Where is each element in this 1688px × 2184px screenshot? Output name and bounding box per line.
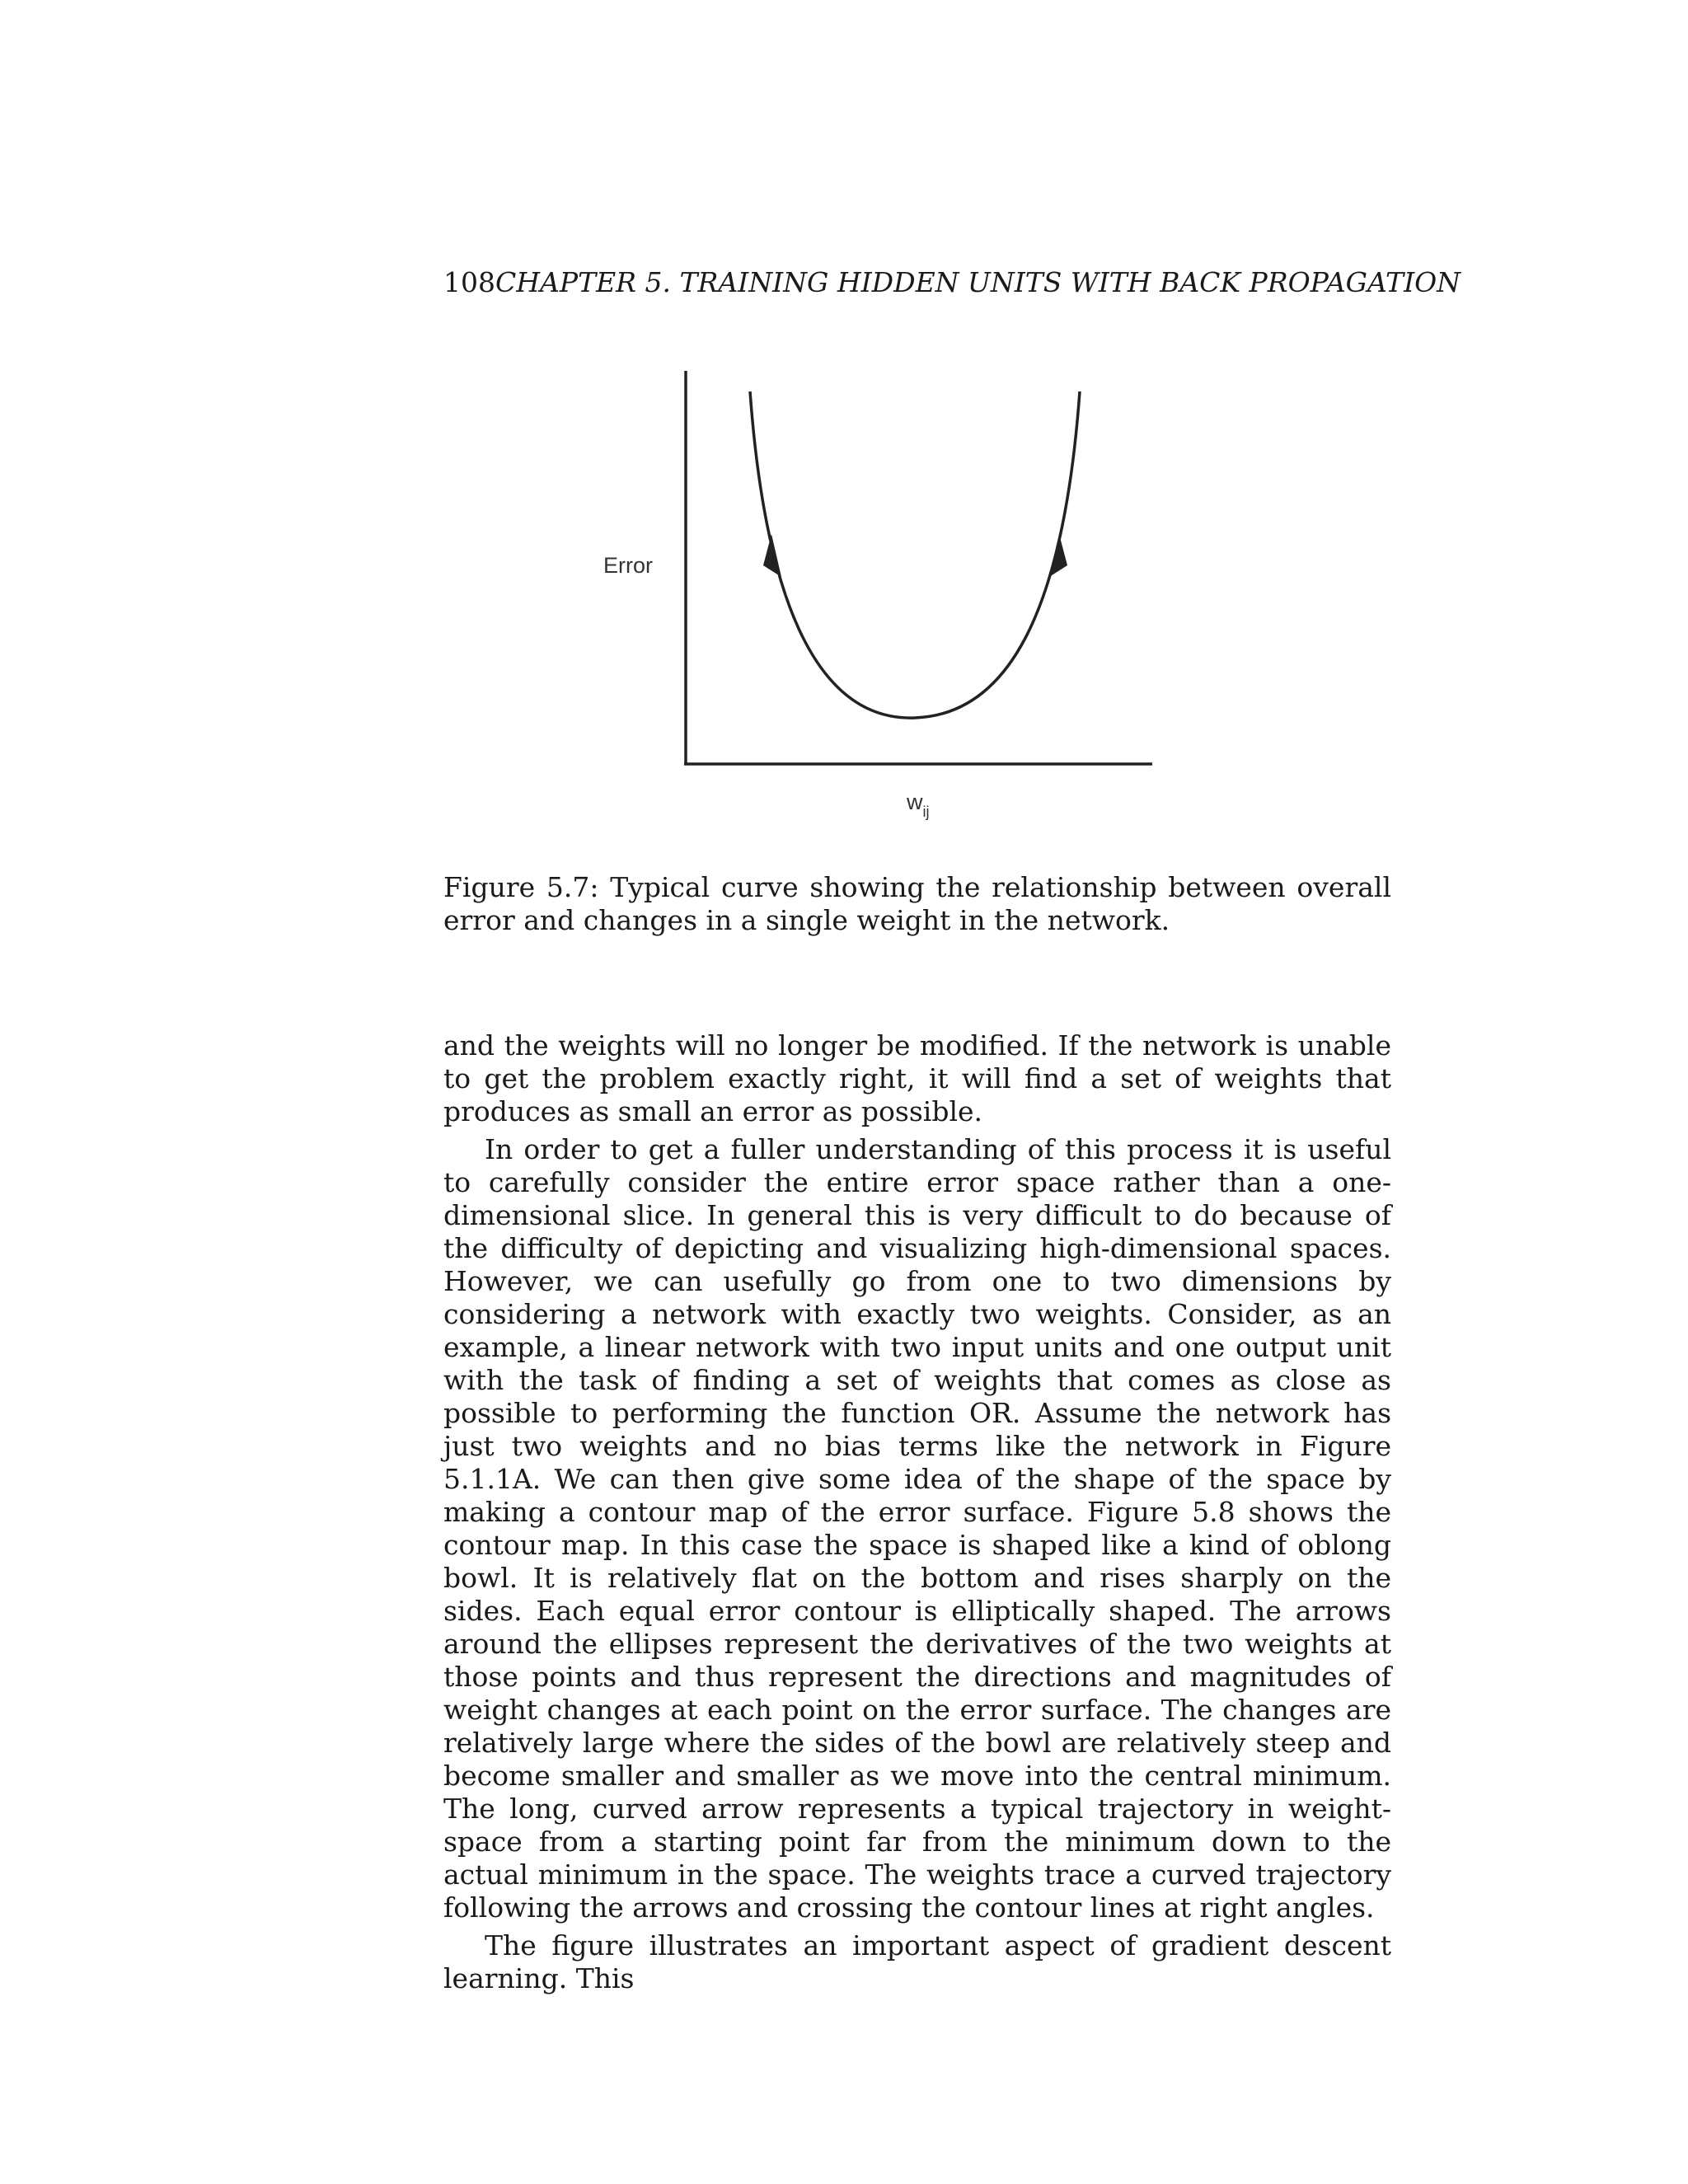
y-axis-label: Error [603,553,653,578]
chapter-title: CHAPTER 5. TRAINING HIDDEN UNITS WITH BACK PROPAGATION [495,266,1461,298]
figure-caption: Figure 5.7: Typical curve showing the relationship between overall error and changes in a single weight in the network. [443,871,1391,936]
paragraph-1: and the weights will no longer be modified. If the network is unable to get the problem exactly right, it will find a set of weights that produces as small an error as possible. [443,1029,1391,1127]
error-curve-plot [577,354,1203,841]
body-text [443,1029,1391,1995]
page-number: 108 [443,266,495,298]
x-axis-label-subscript: ij [922,804,930,820]
paragraph-2: In order to get a fuller understanding of this process it is useful to carefully consider the entire error space rather than a one-dimensional slice. In general this is very difficult to do because of the difficulty of depicting and visualizing high-dimensional spaces. However, we can usefully go from one to two dimensions by considering a network with exactly two weights. Consider, as an example, a linear network with two input units and one output unit with the task of finding a set of weights that comes as close as possible to performing the function OR. Assume the network has just two weights and no bias terms like the network in Figure 5.1.1A. We can then give some idea of the shape of the space by making a contour map of the error surface. Figure 5.8 shows the contour map. In this case the space is shaped like a kind of oblong bowl. It is relatively flat on the bottom and rises sharply on the sides. Each equal error contour is elliptically shaped. The arrows around the ellipses represent the derivatives of the two weights at those points and thus represent the directions and magnitudes of weight changes at each point on the error surface. The changes are relatively large where the sides of the bowl are relatively steep and become smaller and smaller as we move into the central minimum. The long, curved arrow represents a typical trajectory in weight-space from a starting point far from the minimum down to the actual minimum in the space. The weights trace a curved trajectory following the arrows and crossing the contour lines at right angles. [443,1133,1391,1924]
error-curve-figure [577,354,1203,841]
running-header [443,262,1461,303]
right-arrow-icon [1049,534,1067,577]
error-curve [750,391,1080,718]
x-axis-label [906,790,930,820]
x-axis-label-main: w [907,790,923,814]
left-arrow-icon [763,534,781,577]
paragraph-3: The figure illustrates an important aspect of gradient descent learning. This [443,1929,1391,1994]
